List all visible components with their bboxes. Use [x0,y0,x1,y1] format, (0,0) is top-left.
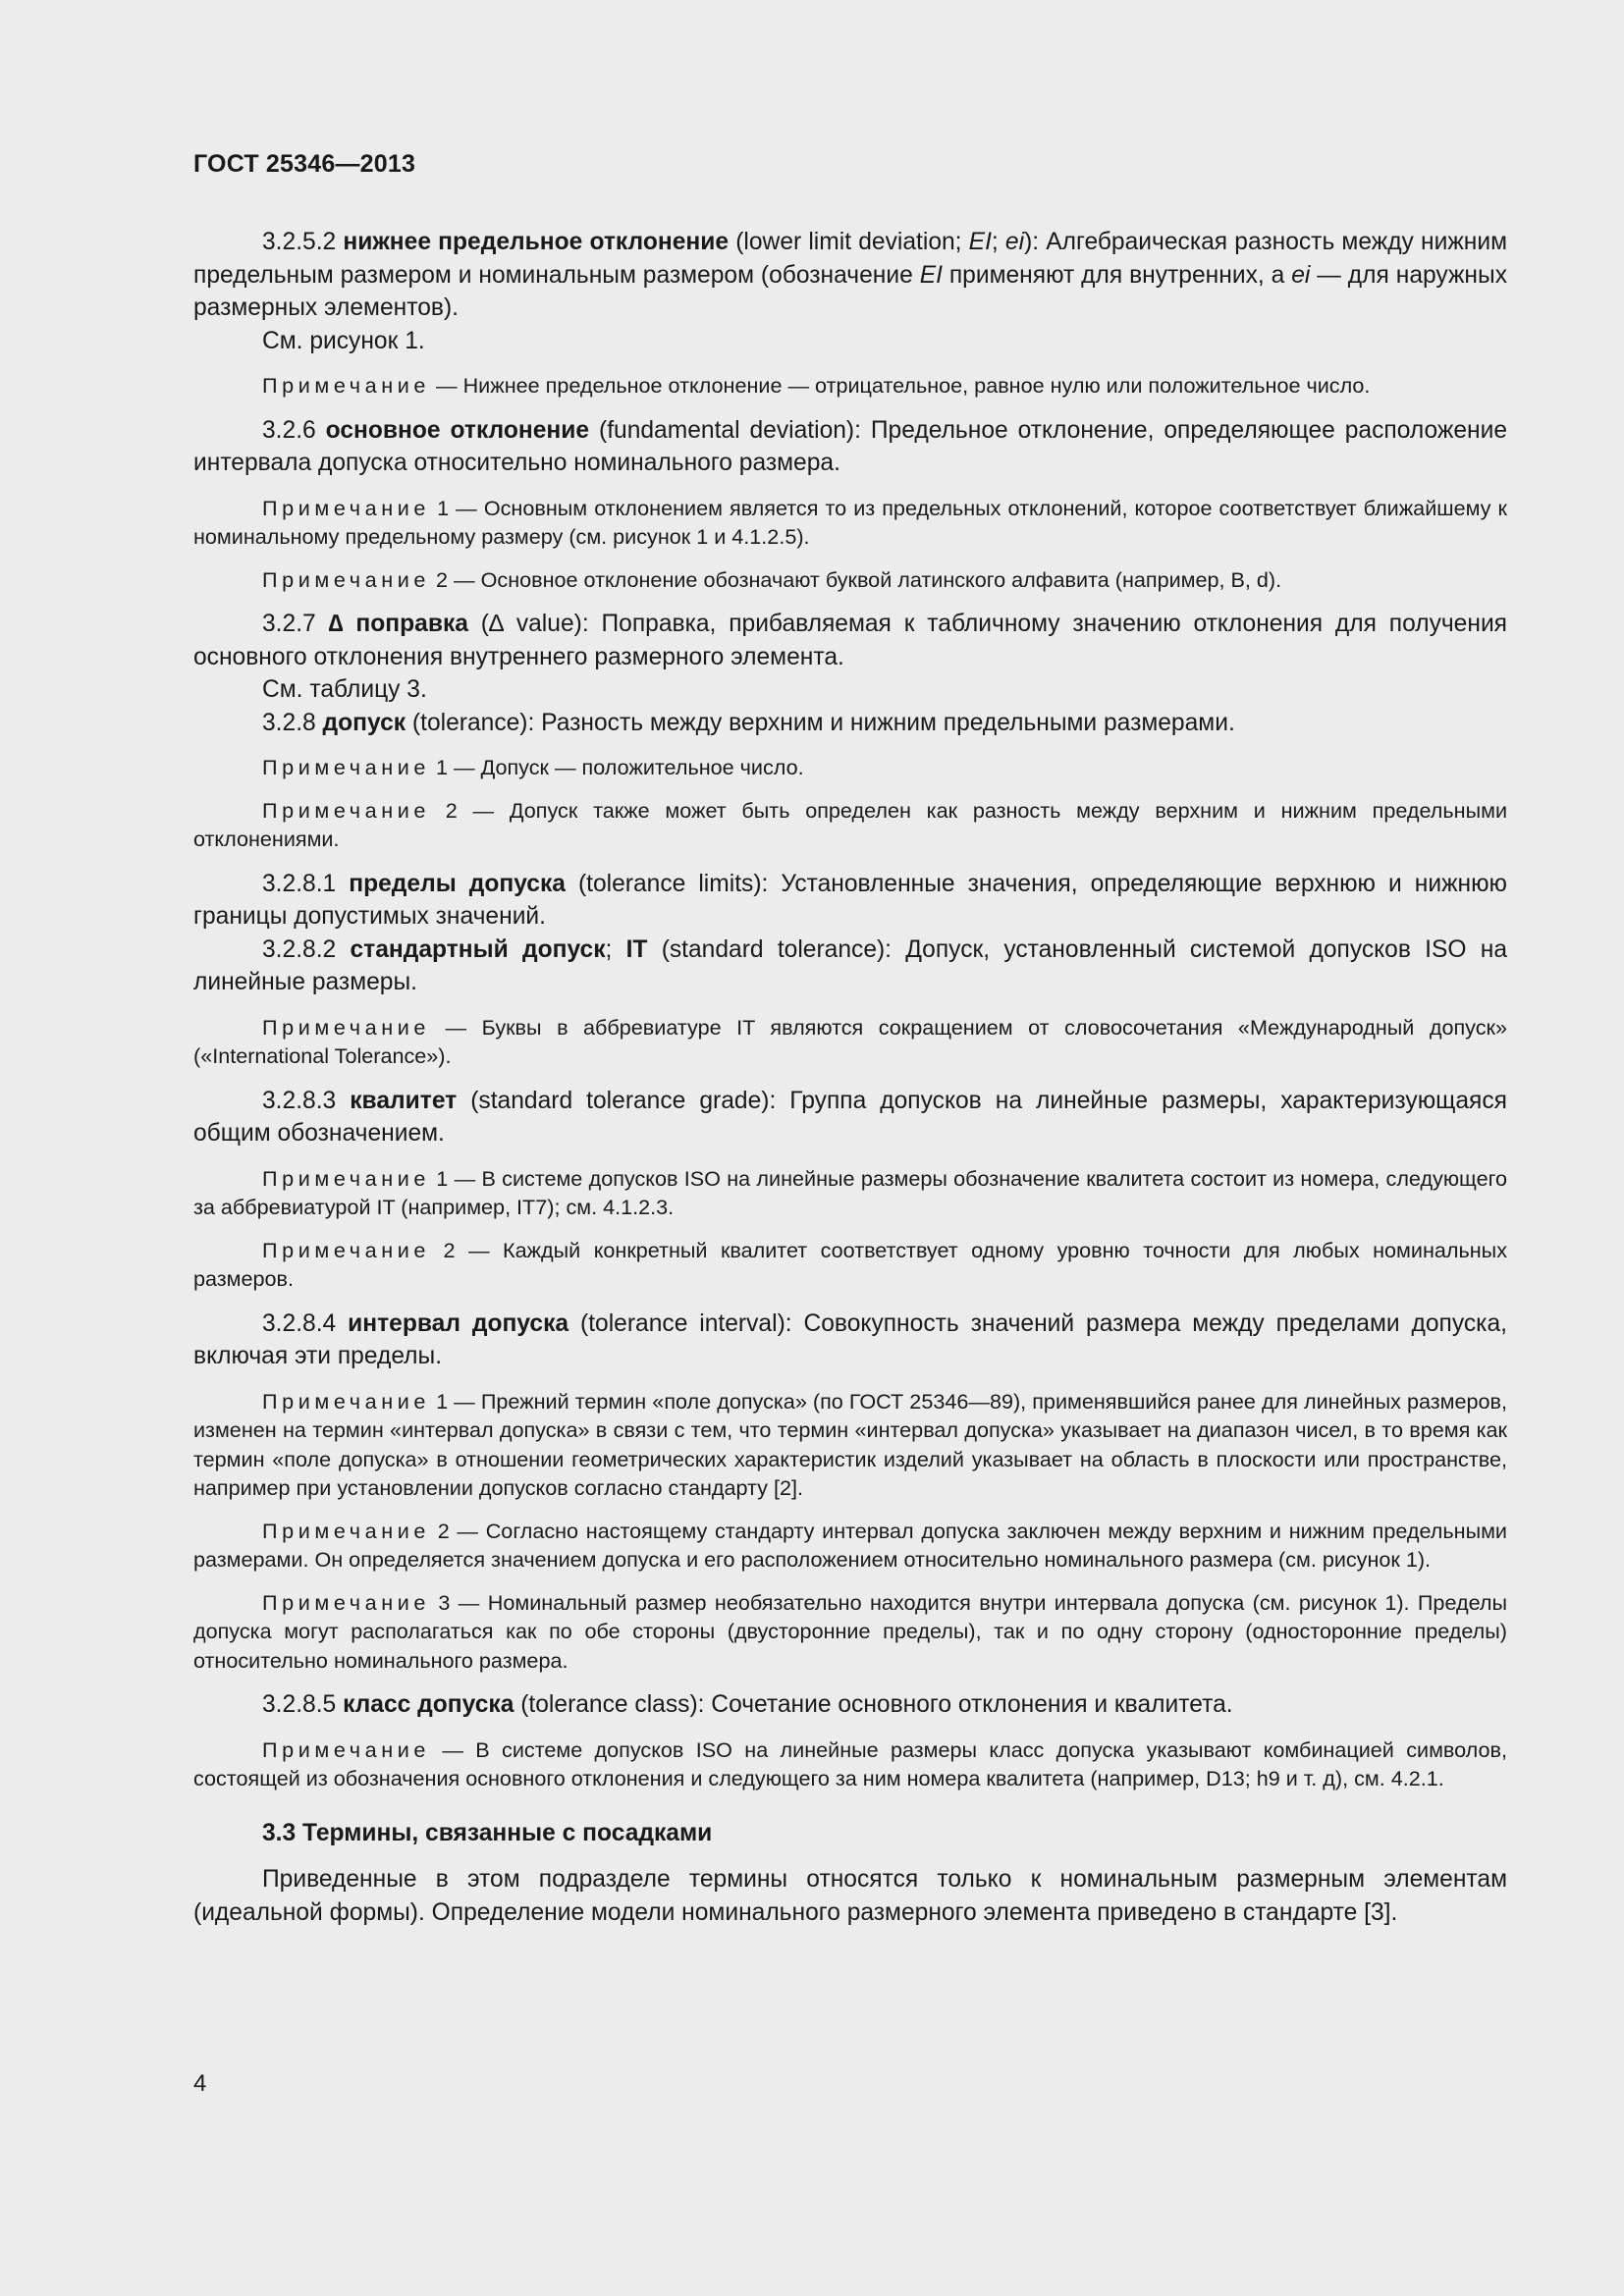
page-number: 4 [193,2070,207,2097]
paragraph-text: Приведенные в этом подразделе термины относятся только к номинальным размерным элементам (идеальной формы). Определение модели номинального размерного элемента приведено в стандарте [3]. [193,1866,1507,1926]
note-text: 3 — Номинальный размер необязательно находится внутри интервала допуска (см. рисунок 1). Пределы допуска могут располагаться как по обе стороны (двусторонние пределы), так и по одну сторону (односторонние пределы) относительно номинального размера. [193,1589,1507,1673]
note-3-2-5-2 [193,371,1507,400]
note-text: 2 — Согласно настоящему стандарту интервал допуска заключен между верхним и нижним предельными размерами. Он определяется значением допуска и его расположением относительно номинального размера (см. рисунок 1). [193,1518,1507,1572]
term-name: ∆ поправка [328,611,468,637]
symbol-ei: ei [1004,229,1025,255]
note-3-2-8-3-1 [193,1164,1507,1222]
term-3-2-5-2 [193,226,1507,325]
term-text: (lower limit deviation; [729,229,969,255]
term-text: (tolerance): Разность между верхним и нижним предельными размерами. [406,709,1235,736]
term-text: (tolerance interval): Совокупность значений размера между пределами допуска, включая эти пределы. [193,1309,1507,1369]
term-text: (∆ value): Поправка, прибавляемая к табличному значению отклонения для получения основного отклонения внутреннего размерного элемента. [193,611,1507,670]
clause-number: 3.2.7 [262,611,316,637]
note-label: Примечание [262,1388,430,1414]
term-name: стандартный допуск [350,935,606,963]
term-name: интервал допуска [348,1309,569,1337]
see-figure-reference: См. рисунок 1. [262,327,425,354]
term-text: (fundamental deviation): Предельное отклонение, определяющее расположение интервала допуска относительно номинального размера. [193,416,1507,476]
clause-number: 3.2.5.2 [262,229,337,255]
note-text: 2 — Основное отклонение обозначают буквой латинского алфавита (например, B, d). [430,566,1282,592]
term-text: (standard tolerance): Допуск, установленный системой допусков ISO на линейные размеры. [193,935,1508,995]
section-intro-3-3 [193,1863,1507,1929]
note-label: Примечание [262,1014,430,1040]
clause-number: 3.2.8 [262,709,316,736]
term-3-2-6 [193,414,1507,480]
term-3-2-7 [193,608,1507,673]
note-label: Примечание [262,566,430,592]
note-text: — В системе допусков ISO на линейные размеры класс допуска указывают комбинацией символов, состоящей из обозначения основного отклонения и следующего за ним номера квалитета (например, D13; h9 и т. д), см. 4.2.1. [193,1736,1507,1790]
term-name: квалитет [350,1087,458,1114]
note-label: Примечание [262,1736,430,1762]
term-text: ; [605,935,626,963]
term-name: класс допуска [343,1691,514,1718]
symbol-EI: EI [968,229,992,255]
term-text: применяют для внутренних, а [942,261,1292,289]
term-3-2-8 [193,707,1507,740]
term-text: ; [991,229,1005,255]
clause-number: 3.2.8.5 [262,1691,337,1718]
note-text: — Нижнее предельное отклонение — отрицательное, равное нулю или положительное число. [430,373,1371,398]
note-label: Примечание [262,1518,430,1543]
note-text: — Буквы в аббревиатуре IT являются сокращением от словосочетания «Международный допуск» («International Tolerance»). [193,1014,1507,1068]
term-text: — для наружных размерных элементов). [193,261,1507,321]
see-table-reference: См. таблицу 3. [262,676,427,703]
note-label: Примечание [262,1165,430,1191]
note-text: 1 — В системе допусков ISO на линейные размеры обозначение квалитета состоит из номера, следующего за аббревиатурой IT (например, IT7); см. 4.1.2.3. [193,1165,1507,1219]
term-text: (tolerance limits): Установленные значения, определяющие верхнюю и нижнюю границы допустимых значений. [193,870,1507,930]
term-3-2-8-1 [193,868,1507,934]
note-text: 1 — Прежний термин «поле допуска» (по ГОСТ 25346—89), применявшийся ранее для линейных размеров, изменен на термин «интервал допуска» в связи с тем, что термин «интервал допуска» указывает на диапазон чисел, в то время как термин «поле допуска» в отношении геометрических характеристик изделий указывает на область в плоскости или пространстве, например при установлении допусков согласно стандарту [2]. [193,1388,1507,1500]
note-text: 1 — Допуск — положительное число. [430,755,804,779]
note-3-2-8-4-2 [193,1517,1507,1575]
clause-number: 3.2.8.4 [262,1309,337,1337]
clause-number: 3.2.6 [262,416,316,444]
term-name: допуск [322,709,406,736]
section-title-3-3: 3.3 Термины, связанные с посадками [262,1819,713,1846]
symbol-ei: ei [1291,261,1311,289]
note-3-2-6-2 [193,565,1507,595]
term-3-2-8-3 [193,1085,1507,1150]
term-text: ): Алгебраическая разность между нижним предельным размером и номинальным размером (обозначение [193,229,1507,289]
term-name-abbr: IT [625,935,648,963]
note-label: Примечание [262,797,430,823]
document-header: ГОСТ 25346—2013 [193,150,416,178]
term-name: пределы допуска [349,870,566,897]
page-content [193,147,1507,1929]
note-3-2-8-2 [193,796,1507,854]
clause-number: 3.2.8.3 [262,1087,337,1114]
note-label: Примечание [262,495,430,520]
note-3-2-8-5 [193,1735,1507,1793]
note-text: 2 — Каждый конкретный квалитет соответствует одному уровню точности для любых номинальных размеров. [193,1237,1507,1291]
clause-number: 3.2.8.2 [262,935,337,963]
clause-number: 3.2.8.1 [262,870,337,897]
note-3-2-8-2 [193,1013,1507,1071]
note-label: Примечание [262,1589,430,1615]
term-3-2-8-2 [193,934,1507,999]
note-label: Примечание [262,1237,430,1262]
term-name: нижнее предельное отклонение [343,229,730,255]
term-3-2-8-4 [193,1308,1507,1373]
term-3-2-8-5 [193,1688,1507,1722]
symbol-EI: EI [919,261,943,289]
note-3-2-8-1 [193,753,1507,782]
term-name: основное отклонение [325,416,590,444]
note-text: 1 — Основным отклонением является то из предельных отклонений, которое соответствует ближайшему к номинальному предельному размеру (см. рисунок 1 и 4.1.2.5). [193,495,1507,549]
note-3-2-8-3-2 [193,1236,1507,1294]
term-text: (standard tolerance grade): Группа допусков на линейные размеры, характеризующаяся общим обозначением. [193,1087,1507,1147]
note-label: Примечание [262,755,430,779]
term-text: (tolerance class): Сочетание основного отклонения и квалитета. [514,1691,1233,1718]
note-text: 2 — Допуск также может быть определен как разность между верхним и нижним предельными отклонениями. [193,797,1507,851]
note-3-2-8-4-3 [193,1588,1507,1676]
note-3-2-6-1 [193,494,1507,552]
note-3-2-8-4-1 [193,1387,1507,1503]
note-label: Примечание [262,373,430,398]
